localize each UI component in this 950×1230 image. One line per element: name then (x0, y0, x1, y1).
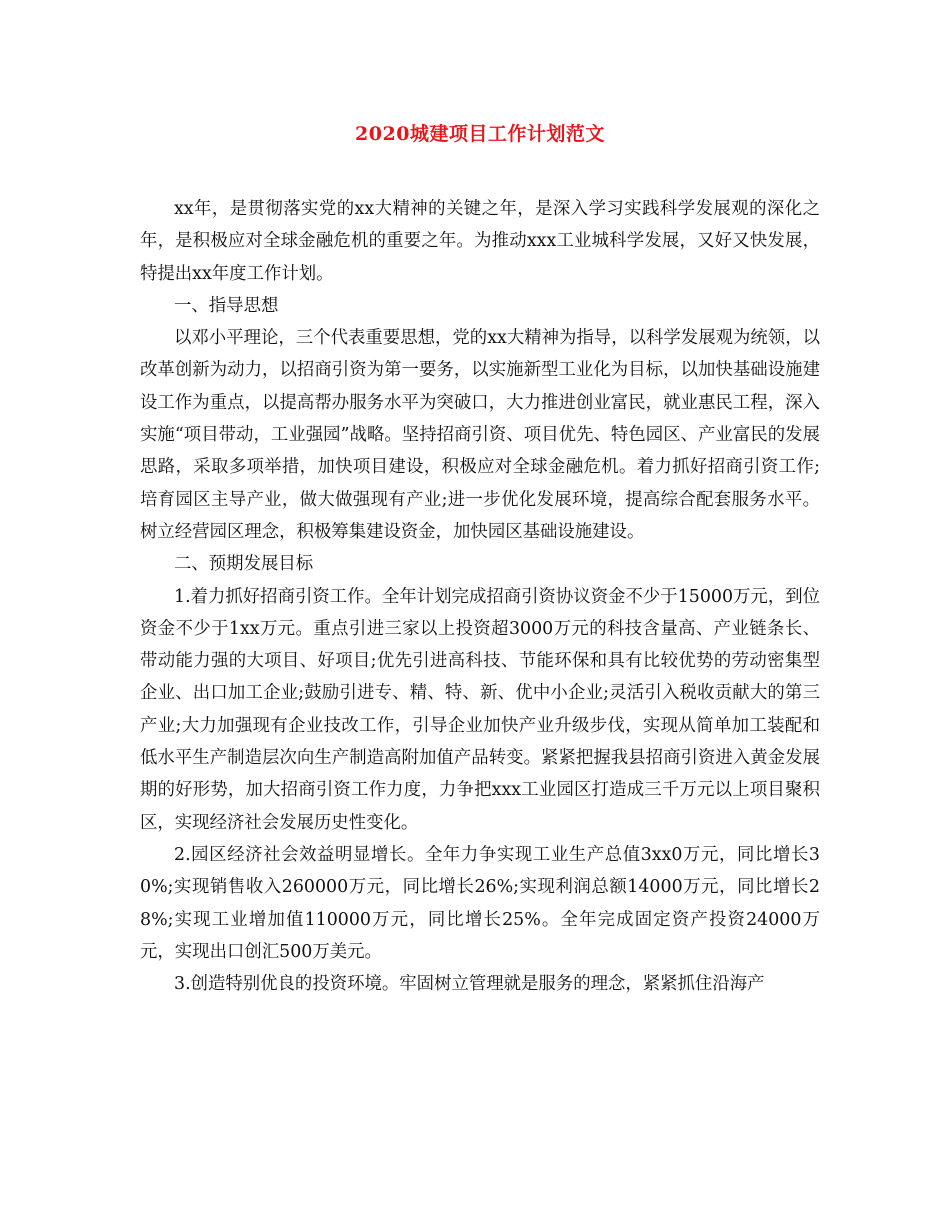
document-body (140, 193, 820, 1000)
section-heading-expected-goals: 二、预期发展目标 (174, 554, 314, 575)
goal-1-paragraph: 1.着力抓好招商引资工作。全年计划完成招商引资协议资金不少于15000万元，到位资金不少于1xx万元。重点引进三家以上投资超3000万元的科技含量高、产业链条长、带动能力强的大项目、好项目;优先引进高科技、节能环保和具有比较优势的劳动密集型企业、出口加工企业;鼓励引进专、精、特、新、优中小企业;灵活引入税收贡献大的第三产业;大力加强现有企业技改工作，引导企业加快产业升级步伐，实现从简单加工装配和低水平生产制造层次向生产制造高附加值产品转变。紧紧把握我县招商引资进入黄金发展期的好形势，加大招商引资工作力度，力争把xxx工业园区打造成三千万元以上项目聚积区，实现经济社会发展历史性变化。 (140, 586, 820, 833)
document-title: 2020城建项目工作计划范文 (355, 123, 605, 145)
guiding-ideology-paragraph: 以邓小平理论，三个代表重要思想，党的xx大精神为指导，以科学发展观为统领，以改革创新为动力，以招商引资为第一要务，以实施新型工业化为目标，以加快基础设施建设工作为重点，以提高帮办服务水平为突破口，大力推进创业富民，就业惠民工程，深入实施“项目带动，工业强园”战略。坚持招商引资、项目优先、特色园区、产业富民的发展思路，采取多项举措，加快项目建设，积极应对全球金融危机。着力抓好招商引资工作;培育园区主导产业，做大做强现有产业;进一步优化发展环境，提高综合配套服务水平。树立经营园区理念，积极筹集建设资金，加快园区基础设施建设。 (140, 328, 820, 542)
section-heading-guiding-ideology: 一、指导思想 (174, 295, 279, 316)
goal-3-paragraph: 3.创造特别优良的投资环境。牢固树立管理就是服务的理念，紧紧抓住沿海产 (174, 974, 765, 995)
intro-paragraph: xx年，是贯彻落实党的xx大精神的关键之年，是深入学习实践科学发展观的深化之年，是积极应对全球金融危机的重要之年。为推动xxx工业城科学发展，又好又快发展，特提出xx年度工作计划。 (140, 199, 820, 284)
goal-2-paragraph: 2.园区经济社会效益明显增长。全年力争实现工业生产总值3xx0万元，同比增长30%;实现销售收入260000万元，同比增长26%;实现利润总额14000万元，同比增长28%;实现工业增加值110000万元，同比增长25%。全年完成固定资产投资24000万元，实现出口创汇500万美元。 (140, 844, 820, 962)
